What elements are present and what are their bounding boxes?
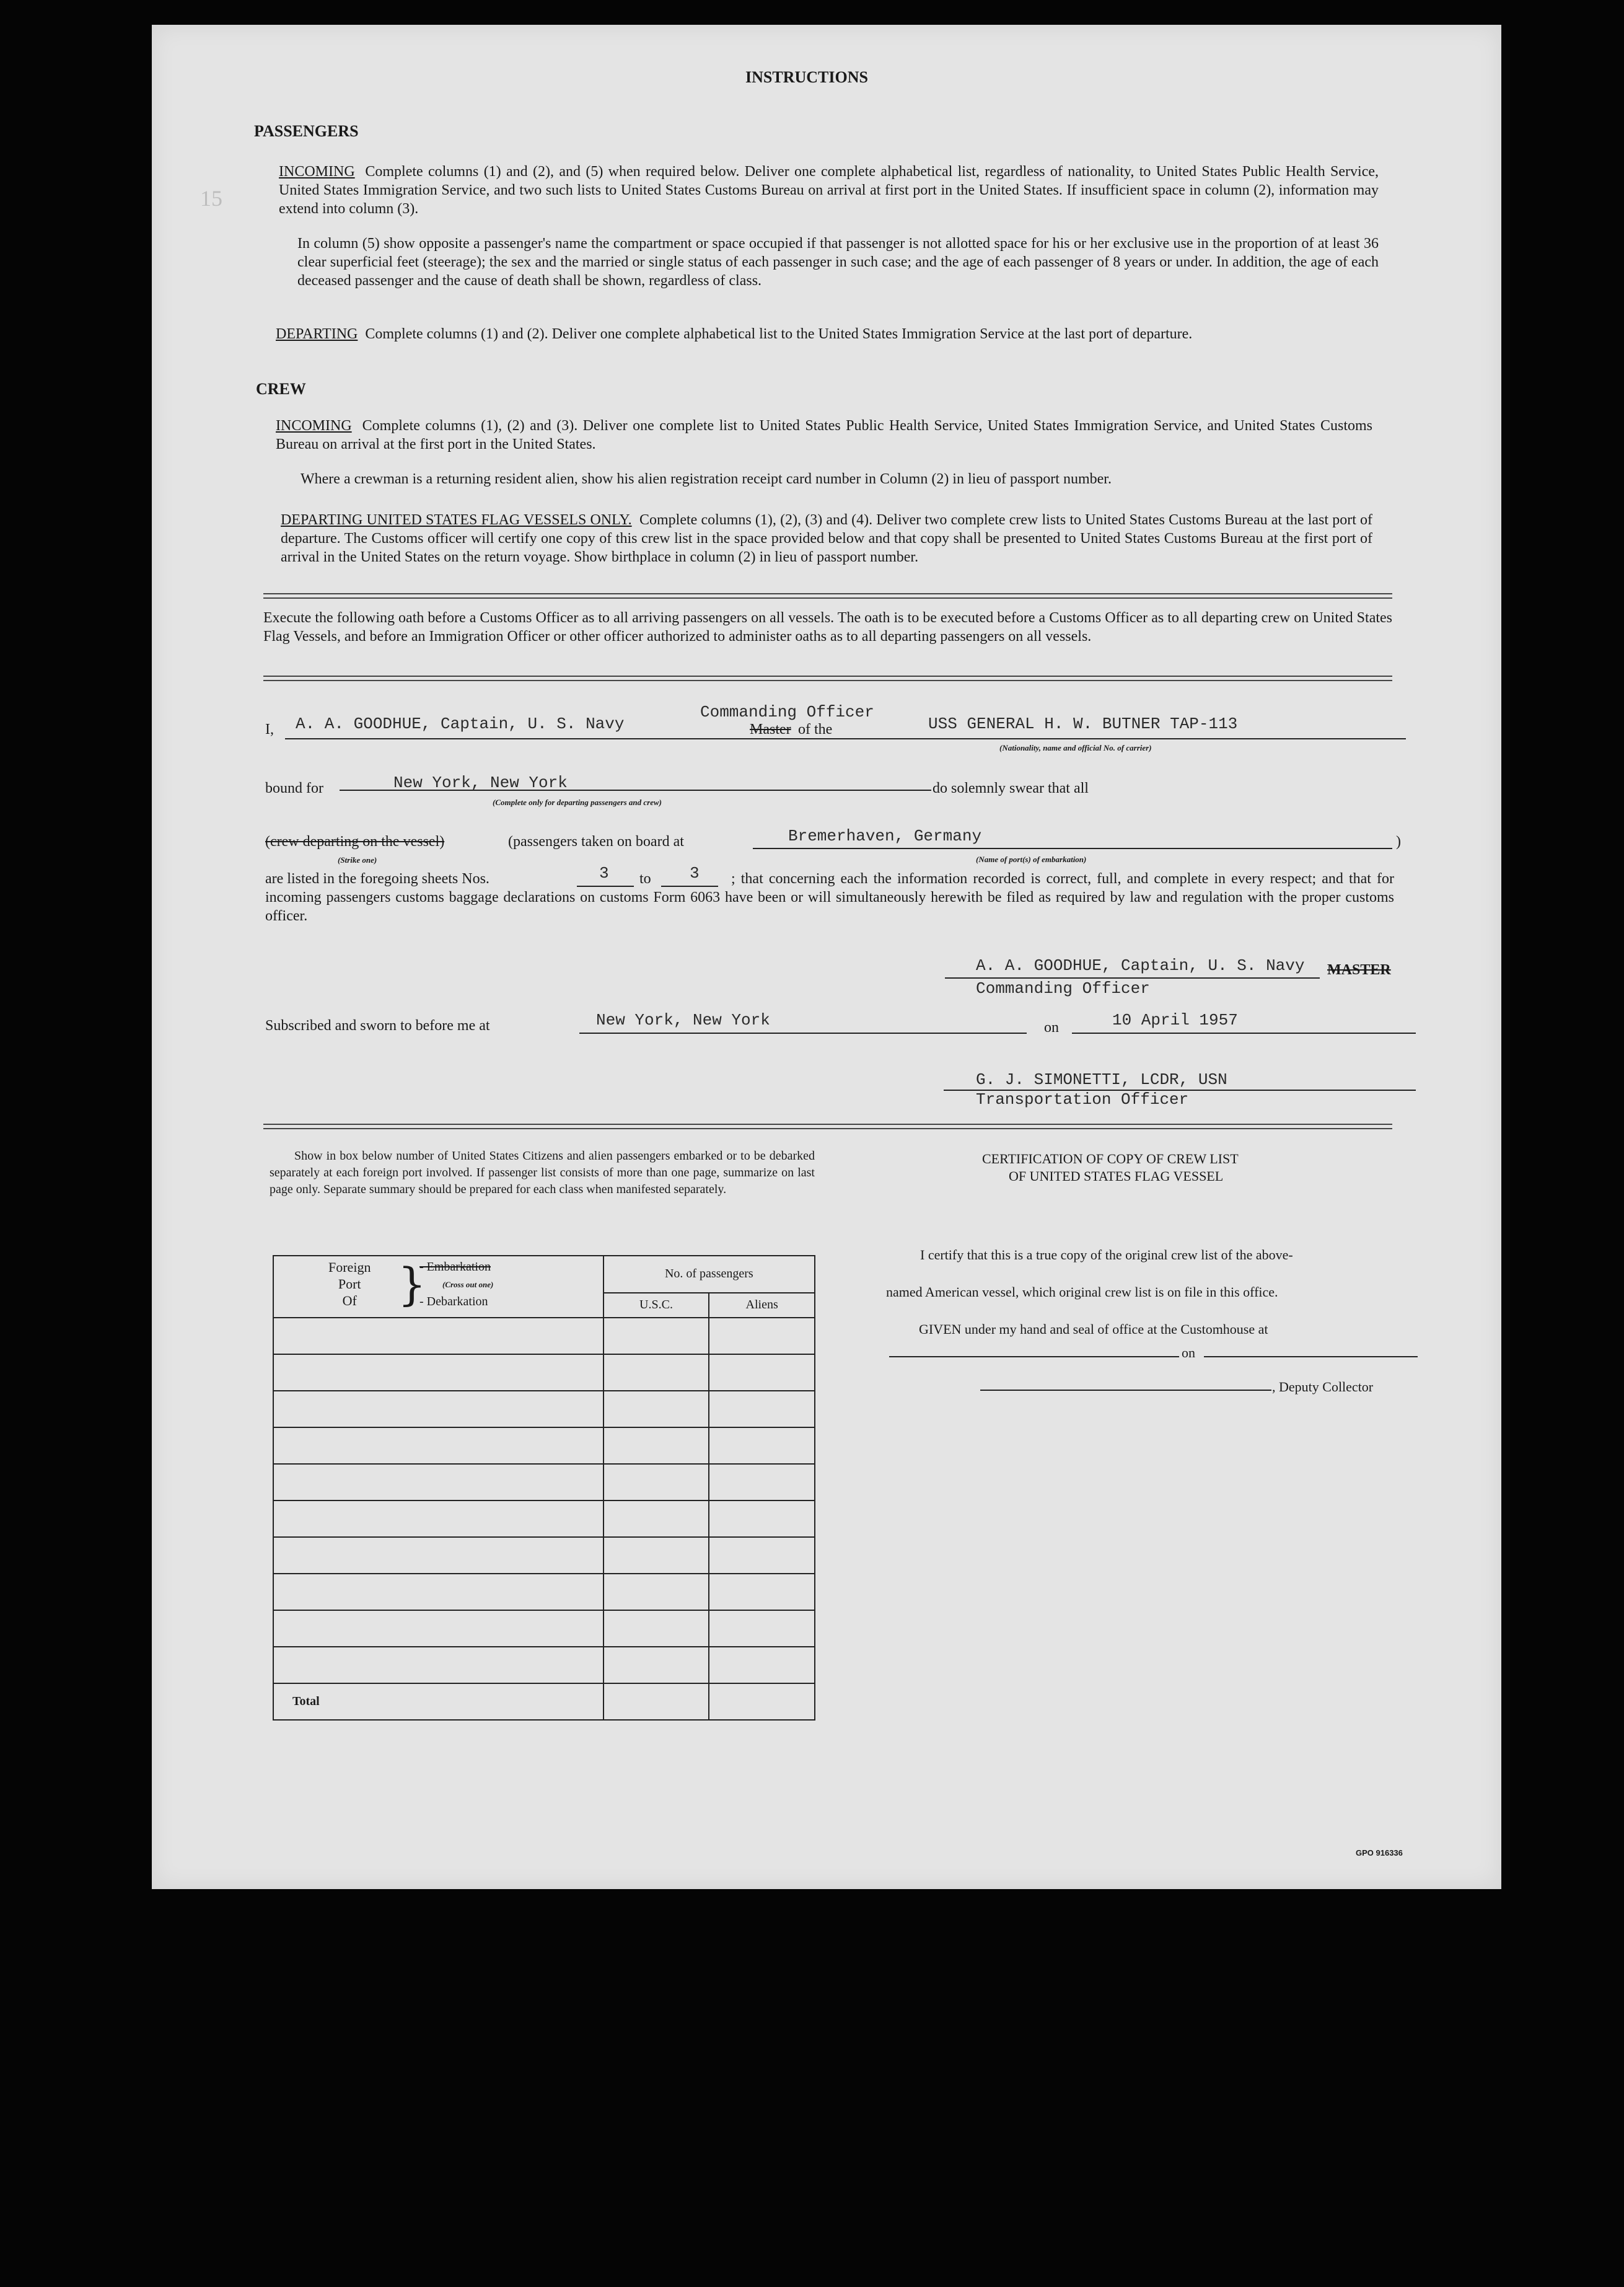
close-paren: )	[1396, 834, 1401, 850]
debarkation-label: - Debarkation	[419, 1295, 488, 1308]
bound-caption: (Complete only for departing passengers and crew)	[493, 798, 662, 807]
summary-instructions: Show in box below number of United States Citizens and alien passengers embarked or to be debarked separately at each foreign port involved. If passenger list consists of more than one page, summarize on last page only. Separate summary should be prepared for each class when manifested separately.	[270, 1149, 815, 1196]
certification-heading-2: OF UNITED STATES FLAG VESSEL	[1009, 1168, 1224, 1184]
field-line	[1072, 1033, 1416, 1034]
divider	[263, 593, 1392, 599]
usc-header: U.S.C.	[604, 1293, 709, 1318]
foreign-port-line1: Foreign	[328, 1259, 371, 1275]
page-title: INSTRUCTIONS	[745, 68, 868, 86]
passengers-incoming-paragraph	[279, 162, 1379, 218]
embark-port-field: Bremerhaven, Germany	[788, 827, 982, 845]
oath-of-the: of the	[798, 721, 833, 738]
table-row	[273, 1318, 815, 1354]
form-sheet	[152, 25, 1501, 1889]
total-row	[273, 1683, 815, 1720]
total-label: Total	[273, 1683, 604, 1720]
oath-name-field: A. A. GOODHUE, Captain, U. S. Navy	[296, 715, 625, 733]
embarkation-label: - Embarkation	[419, 1260, 491, 1274]
sworn-date-field: 10 April 1957	[1112, 1011, 1238, 1029]
table-row	[273, 1647, 815, 1683]
sworn-place-field: New York, New York	[596, 1011, 770, 1029]
certification-line-1: I certify that this is a true copy of the original crew list of the above-	[920, 1247, 1293, 1262]
sworn-on-label: on	[1044, 1020, 1059, 1036]
passengers-departing-paragraph	[276, 325, 1379, 343]
oath-instructions: Execute the following oath before a Customs Officer as to all arriving passengers on all vessels. The oath is to be executed before a Customs Officer as to all departing crew on United States Flag Vessels, and before an Immigration Officer or other officer authorized to administer oaths as to all departing passengers on all vessels.	[263, 610, 1392, 645]
signature-title: Commanding Officer	[976, 979, 1150, 998]
field-line	[980, 1390, 1271, 1391]
passenger-summary-table	[273, 1255, 815, 1721]
no-of-passengers-header: No. of passengers	[604, 1256, 815, 1293]
passengers-incoming-text: Complete columns (1) and (2), and (5) when required below. Deliver one complete alphabetical list, regardless of nationality, to United States Public Health Service, United States Immigration Service, and two such lists to United States Customs Bureau on arrival at first port in the United States. If insufficient space in column (2), information may extend into column (3).	[279, 164, 1379, 217]
certification-line-2: named American vessel, which original crew list is on file in this office.	[886, 1284, 1278, 1300]
divider	[263, 1124, 1392, 1129]
passengers-label: (passengers taken on board at	[508, 834, 684, 850]
foreign-port-header	[273, 1256, 604, 1318]
crew-incoming-text: Complete columns (1), (2) and (3). Deliver one complete list to United States Public Health Service, United States Immigration Service, and United States Customs Bureau on arrival at the first port in the United States.	[276, 418, 1372, 452]
table-row	[273, 1427, 815, 1464]
swear-text: do solemnly swear that all	[933, 780, 1089, 796]
table-row	[273, 1464, 815, 1500]
crew-resident-text: Where a crewman is a returning resident alien, show his alien registration receipt card number in Column (2) in lieu of passport number.	[301, 471, 1112, 487]
vessel-caption: (Nationality, name and official No. of carrier)	[999, 743, 1152, 752]
crew-departing-text: Complete columns (1), (2), (3) and (4). Deliver two complete crew lists to United States Customs Bureau at the last port of departure. The Customs officer will certify one copy of this crew list in the space provided below and that copy shall be presented to United States Customs Bureau at the first port of arrival in the United States on the return voyage. Show birthplace in column (2) in lieu of passport number.	[281, 512, 1373, 565]
passengers-departing-label: DEPARTING	[276, 326, 358, 342]
sheet-to-field: 3	[690, 864, 700, 883]
oath-i-label: I,	[265, 721, 274, 738]
table-row	[273, 1610, 815, 1647]
gpo-code: GPO 916336	[1356, 1848, 1403, 1857]
table-row	[273, 1537, 815, 1574]
oath-master-struck: Master	[750, 721, 791, 738]
passengers-heading: PASSENGERS	[254, 122, 359, 140]
crew-incoming-label: INCOMING	[276, 418, 352, 434]
passengers-incoming-label: INCOMING	[279, 164, 355, 180]
table-row	[273, 1574, 815, 1610]
officer-role: Transportation Officer	[976, 1090, 1189, 1109]
table-row	[273, 1391, 815, 1427]
oath-vessel-field: USS GENERAL H. W. BUTNER TAP-113	[928, 715, 1238, 733]
certification-line-3: GIVEN under my hand and seal of office at the Customhouse at	[919, 1321, 1268, 1337]
crew-departing-paragraph	[281, 511, 1372, 566]
aliens-header: Aliens	[709, 1293, 815, 1318]
cross-out-label: (Cross out one)	[442, 1280, 494, 1289]
embark-caption: (Name of port(s) of embarkation)	[976, 855, 1087, 864]
foreign-port-line2: Port	[338, 1276, 361, 1292]
margin-mark: 15	[200, 186, 222, 211]
passengers-departing-text: Complete columns (1) and (2). Deliver one complete alphabetical list to the United States Immigration Service at the last port of departure.	[365, 326, 1193, 342]
certification-heading-1: CERTIFICATION OF COPY OF CREW LIST	[982, 1151, 1239, 1166]
brace-icon: }	[398, 1258, 426, 1310]
passengers-column5-paragraph: In column (5) show opposite a passenger's name the compartment or space occupied if that passenger is not allotted space for his or her exclusive use in the proportion of at least 36 clear superficial feet (steerage); the sex and the married or single status of each passenger in such case; and the age of each passenger of 8 years or under. In addition, the age of each deceased passenger and the cause of death shall be shown, regardless of class.	[297, 236, 1379, 289]
subscribed-label: Subscribed and sworn to before me at	[265, 1018, 490, 1034]
oath-statement: ; that concerning each the information recorded is correct, full, and complete in every respect; and that for incoming passengers customs baggage declarations on customs Form 6063 have been or will simultaneously herewith be filed as required by law and regulation with the proper customs officer.	[265, 871, 1394, 924]
crew-departing-label: DEPARTING UNITED STATES FLAG VESSELS ONLY.	[281, 512, 632, 528]
officer-name: G. J. SIMONETTI, LCDR, USN	[976, 1070, 1227, 1089]
bound-for-label: bound for	[265, 780, 323, 796]
field-line	[753, 848, 1392, 849]
signature-name: A. A. GOODHUE, Captain, U. S. Navy	[976, 956, 1305, 975]
field-line	[945, 977, 1320, 979]
field-line	[340, 790, 931, 791]
field-line	[889, 1356, 1179, 1357]
field-line	[579, 1033, 1027, 1034]
signature-master: MASTER	[1327, 962, 1391, 978]
crew-heading: CREW	[256, 380, 306, 398]
bound-for-field: New York, New York	[393, 773, 568, 792]
table-row	[273, 1500, 815, 1537]
deputy-collector-label: , Deputy Collector	[1272, 1379, 1374, 1395]
field-line	[1204, 1356, 1418, 1357]
crew-departing-struck: (crew departing on the vessel)	[265, 834, 445, 850]
table-row	[273, 1354, 815, 1391]
oath-officer-title: Commanding Officer	[700, 703, 874, 721]
listed-label: are listed in the foregoing sheets Nos.	[265, 871, 489, 887]
strike-caption: (Strike one)	[338, 855, 377, 865]
divider	[263, 676, 1392, 681]
crew-incoming-paragraph	[276, 416, 1372, 454]
foreign-port-line3: Of	[342, 1293, 357, 1308]
sheet-from-field: 3	[599, 864, 609, 883]
to-label: to	[639, 871, 651, 887]
certification-on-label: on	[1182, 1345, 1195, 1360]
